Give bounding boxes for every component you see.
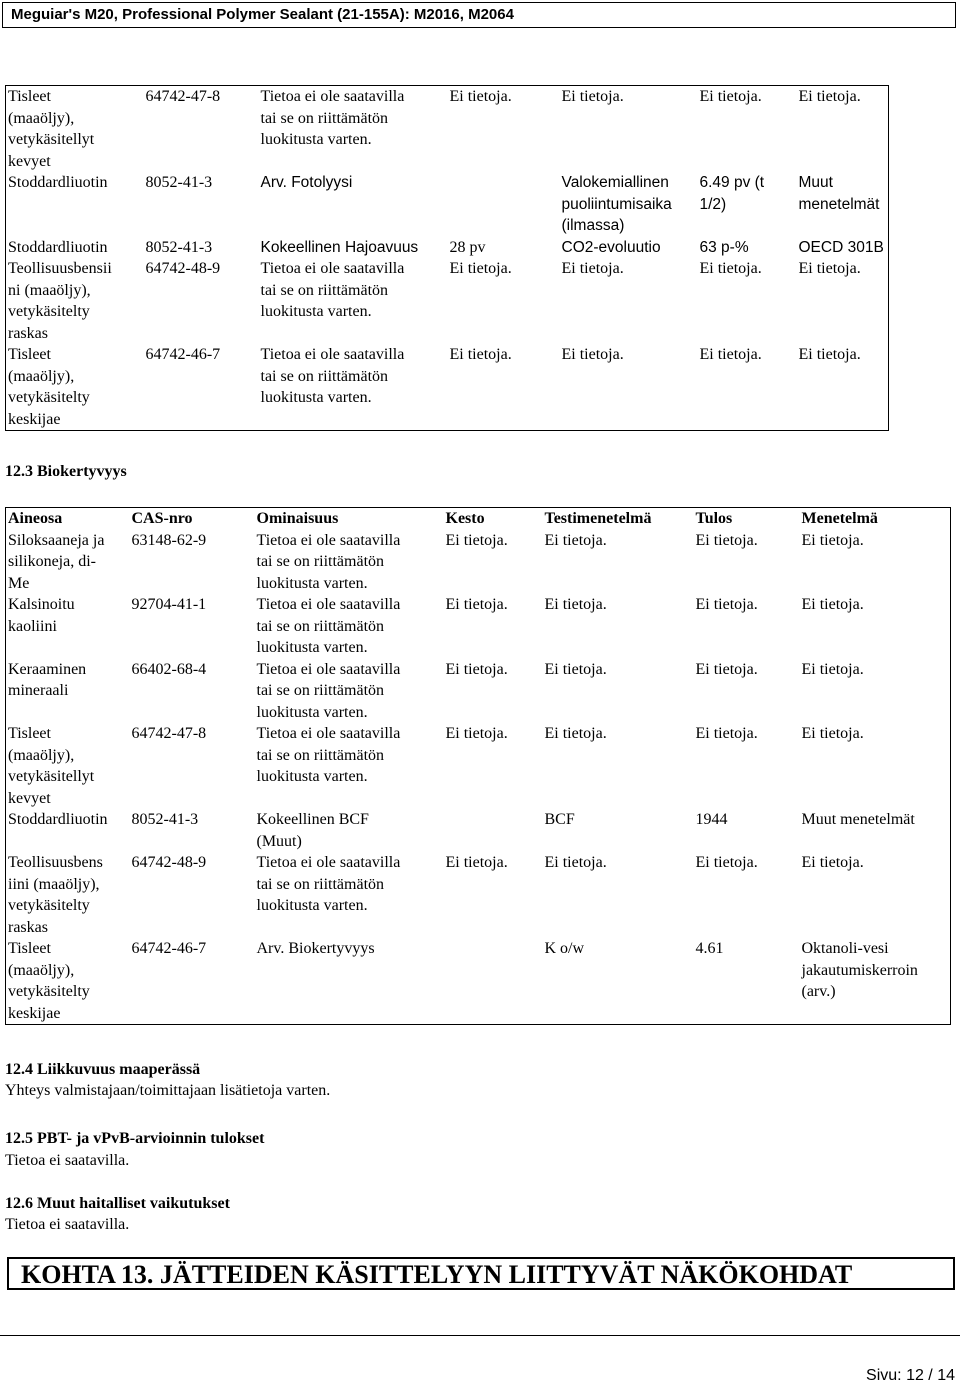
cell-aineosa: [6, 172, 144, 237]
cell-menetelma: [800, 594, 951, 659]
cell-aineosa: [6, 852, 130, 938]
cell-text-kesto: Ei tietoja.: [449, 88, 512, 105]
cell-testi: [543, 659, 694, 724]
cell-text-tulos: Ei tietoja.: [695, 725, 758, 742]
cell-text-tulos: Ei tietoja.: [699, 260, 762, 277]
cell-text-menetelma: Ei tietoja.: [801, 531, 864, 549]
cell-text-aineosa: Siloksaaneja ja silikoneja, di- Me: [8, 531, 105, 592]
cell-text-kesto: Ei tietoja.: [445, 725, 508, 742]
cell-text-testi: BCF: [544, 811, 575, 828]
cell-ominaisuus: [259, 172, 448, 237]
cell-testi: [560, 344, 698, 431]
section-12-3-title: 12.3 Biokertyvyys: [5, 463, 127, 480]
table-row: [6, 723, 951, 809]
cell-text-menetelma: Muut menetelmät: [798, 174, 880, 213]
cell-text-cas: 8052-41-3: [131, 811, 199, 828]
cell-text-ominaisuus: Kokeellinen BCF (Muut): [256, 811, 369, 850]
cell-text-aineosa: Tisleet (maaöljy), vetykäsitelty keskijae: [8, 940, 90, 1022]
cell-text-tulos: 4.61: [695, 940, 724, 957]
cell-ominaisuus: [255, 938, 444, 1025]
cell-text-kesto: Ei tietoja.: [449, 260, 512, 277]
cell-tulos: [694, 594, 800, 659]
document-header: [2, 2, 956, 28]
cell-text-menetelma: Ei tietoja.: [798, 346, 861, 363]
cell-text-aineosa: Tisleet (maaöljy), vetykäsitellyt kevyet: [8, 725, 95, 807]
section-12-5-text: Tietoa ei saatavilla.: [5, 1152, 130, 1169]
cell-cas: [130, 594, 255, 659]
cell-kesto: [448, 258, 560, 344]
cell-tulos: [698, 172, 797, 237]
cell-text-testi: Ei tietoja.: [544, 531, 607, 549]
cell-text-testi: K o/w: [544, 940, 585, 957]
col-kesto: Kesto: [445, 510, 485, 527]
cell-cas: [144, 237, 259, 259]
cell-text-ominaisuus: Tietoa ei ole saatavilla tai se on riittämätön luokitusta varten.: [256, 854, 401, 914]
cell-cas: [130, 530, 255, 595]
cell-aineosa: [6, 723, 130, 809]
cell-testi: [543, 809, 694, 852]
cell-aineosa: [6, 258, 144, 344]
cell-text-aineosa: Stoddardliuotin: [8, 811, 108, 828]
cell-text-aineosa: Keraaminen mineraali: [8, 660, 87, 699]
cell-text-kesto: Ei tietoja.: [445, 854, 508, 871]
cell-text-aineosa: Kalsinoitu kaoliini: [8, 596, 75, 635]
cell-text-tulos: 1944: [695, 811, 728, 828]
cell-kesto: [444, 659, 543, 724]
cell-text-tulos: 6.49 pv (t 1/2): [699, 174, 765, 213]
cell-text-testi: Ei tietoja.: [561, 260, 624, 277]
cell-text-ominaisuus: Arv. Biokertyvyys: [256, 940, 375, 957]
cell-testi: [543, 852, 694, 938]
cell-text-menetelma: Ei tietoja.: [798, 260, 861, 277]
cell-tulos: [698, 258, 797, 344]
cell-ominaisuus: [255, 723, 444, 809]
cell-text-testi: Ei tietoja.: [544, 854, 607, 871]
cell-testi: [560, 237, 698, 259]
cell-text-menetelma: Ei tietoja.: [801, 660, 864, 678]
cell-aineosa: [6, 86, 144, 173]
bioaccumulation-table: [5, 507, 951, 1025]
section-12-4-text: Yhteys valmistajaan/toimittajaan lisätietoja varten.: [5, 1082, 331, 1099]
cell-menetelma: [797, 86, 889, 173]
cell-cas: [130, 659, 255, 724]
cell-menetelma: [797, 344, 889, 431]
cell-tulos: [694, 723, 800, 809]
cell-text-cas: 66402-68-4: [131, 660, 207, 678]
cell-text-menetelma: Ei tietoja.: [801, 725, 864, 742]
cell-aineosa: [6, 530, 130, 595]
cell-ominaisuus: [255, 852, 444, 938]
cell-text-ominaisuus: Tietoa ei ole saatavilla tai se on riittämätön luokitusta varten.: [256, 725, 401, 785]
cell-ominaisuus: [255, 809, 444, 852]
cell-testi: [543, 938, 694, 1025]
cell-text-cas: 64742-46-7: [131, 940, 207, 957]
cell-text-aineosa: Stoddardliuotin: [8, 174, 108, 191]
cell-text-tulos: Ei tietoja.: [695, 531, 758, 549]
cell-testi: [560, 86, 698, 173]
cell-text-testi: Valokemiallinen puoliintumisaika (ilmassa): [561, 174, 672, 234]
cell-menetelma: [800, 852, 951, 938]
table-row: [6, 809, 951, 852]
section-12-4-title: 12.4 Liikkuvuus maaperässä: [5, 1061, 201, 1078]
cell-testi: [560, 172, 698, 237]
cell-menetelma: [800, 809, 951, 852]
cell-text-testi: CO2-evoluutio: [561, 238, 661, 256]
cell-tulos: [694, 809, 800, 852]
cell-kesto: [444, 530, 543, 595]
cell-ominaisuus: [259, 237, 448, 259]
cell-aineosa: [6, 659, 130, 724]
section-12-6-title: 12.6 Muut haitalliset vaikutukset: [5, 1195, 230, 1212]
cell-text-kesto: Ei tietoja.: [445, 531, 508, 549]
cell-text-menetelma: Ei tietoja.: [798, 88, 861, 105]
degradability-table: [5, 85, 889, 431]
cell-tulos: [698, 344, 797, 431]
cell-kesto: [448, 86, 560, 173]
cell-tulos: [694, 659, 800, 724]
cell-text-ominaisuus: Tietoa ei ole saatavilla tai se on riittämätön luokitusta varten.: [256, 596, 401, 656]
cell-ominaisuus: [259, 258, 448, 344]
table-row: [6, 258, 889, 344]
cell-tulos: [698, 86, 797, 173]
cell-text-testi: Ei tietoja.: [561, 88, 624, 105]
cell-text-cas: 8052-41-3: [145, 238, 213, 256]
cell-text-menetelma: Ei tietoja.: [801, 854, 864, 871]
cell-testi: [560, 258, 698, 344]
cell-text-aineosa: Teollisuusbensii ni (maaöljy), vetykäsitelty raskas: [8, 260, 112, 342]
cell-text-testi: Ei tietoja.: [561, 346, 624, 363]
cell-kesto: [444, 809, 543, 852]
cell-text-cas: 64742-48-9: [131, 854, 207, 871]
cell-text-menetelma: Muut menetelmät: [801, 811, 915, 828]
cell-kesto: [444, 938, 543, 1025]
section-12-5-title: 12.5 PBT- ja vPvB-arvioinnin tulokset: [5, 1130, 265, 1147]
document-title: Meguiar's M20, Professional Polymer Sealant (21-155A): M2016, M2064: [11, 6, 514, 23]
cell-kesto: [444, 852, 543, 938]
table-row: [6, 237, 889, 259]
cell-text-ominaisuus: Tietoa ei ole saatavilla tai se on riittämätön luokitusta varten.: [260, 346, 405, 406]
cell-testi: [543, 530, 694, 595]
cell-kesto: [448, 237, 560, 259]
page-number: Sivu: 12 / 14: [866, 1367, 955, 1384]
footer-divider: [0, 1335, 960, 1336]
cell-cas: [144, 344, 259, 431]
cell-tulos: [694, 938, 800, 1025]
cell-testi: [543, 594, 694, 659]
cell-cas: [144, 172, 259, 237]
cell-ominaisuus: [255, 659, 444, 724]
cell-tulos: [694, 852, 800, 938]
cell-cas: [130, 938, 255, 1025]
col-aineosa: Aineosa: [8, 510, 63, 527]
cell-cas: [130, 723, 255, 809]
cell-text-cas: 64742-46-7: [145, 346, 221, 363]
cell-text-tulos: Ei tietoja.: [699, 346, 762, 363]
cell-text-ominaisuus: Tietoa ei ole saatavilla tai se on riittämätön luokitusta varten.: [256, 660, 401, 721]
table-row: [6, 852, 951, 938]
col-tulos: Tulos: [695, 510, 733, 527]
cell-aineosa: [6, 237, 144, 259]
cell-menetelma: [800, 723, 951, 809]
section-13-heading: [7, 1257, 955, 1290]
cell-text-aineosa: Tisleet (maaöljy), vetykäsitelty keskijae: [8, 346, 90, 428]
cell-cas: [144, 258, 259, 344]
cell-aineosa: [6, 594, 130, 659]
cell-text-tulos: 63 p-%: [699, 238, 749, 256]
cell-aineosa: [6, 938, 130, 1025]
cell-cas: [130, 852, 255, 938]
cell-text-menetelma: OECD 301B: [798, 238, 884, 256]
col-testimenetelma: Testimenetelmä: [544, 510, 652, 527]
cell-text-aineosa: Stoddardliuotin: [8, 238, 108, 256]
cell-text-kesto: Ei tietoja.: [445, 660, 508, 678]
cell-ominaisuus: [255, 530, 444, 595]
cell-menetelma: [797, 172, 889, 237]
cell-menetelma: [797, 237, 889, 259]
cell-text-tulos: Ei tietoja.: [695, 854, 758, 871]
cell-text-aineosa: Teollisuusbens iini (maaöljy), vetykäsitelty raskas: [8, 854, 103, 936]
cell-menetelma: [800, 659, 951, 724]
table-row: [6, 659, 951, 724]
cell-text-testi: Ei tietoja.: [544, 596, 607, 613]
cell-text-menetelma: Oktanoli-vesi jakautumiskerroin (arv.): [801, 940, 918, 1000]
cell-kesto: [444, 594, 543, 659]
cell-testi: [543, 723, 694, 809]
cell-text-testi: Ei tietoja.: [544, 725, 607, 742]
cell-text-ominaisuus: Tietoa ei ole saatavilla tai se on riittämätön luokitusta varten.: [260, 260, 405, 320]
col-cas: CAS-nro: [131, 510, 193, 527]
cell-cas: [144, 86, 259, 173]
cell-ominaisuus: [259, 344, 448, 431]
table-row: [6, 172, 889, 237]
cell-menetelma: [797, 258, 889, 344]
cell-text-cas: 64742-47-8: [145, 88, 221, 105]
table-row: [6, 344, 889, 431]
cell-text-aineosa: Tisleet (maaöljy), vetykäsitellyt kevyet: [8, 88, 95, 170]
table-row: [6, 86, 889, 173]
cell-menetelma: [800, 938, 951, 1025]
cell-text-kesto: Ei tietoja.: [449, 346, 512, 363]
cell-text-tulos: Ei tietoja.: [695, 660, 758, 678]
cell-ominaisuus: [259, 86, 448, 173]
cell-kesto: [448, 344, 560, 431]
cell-ominaisuus: [255, 594, 444, 659]
cell-text-cas: 64742-48-9: [145, 260, 221, 277]
cell-text-kesto: Ei tietoja.: [445, 596, 508, 613]
table-header-row: [6, 508, 951, 530]
cell-text-ominaisuus: Tietoa ei ole saatavilla tai se on riittämätön luokitusta varten.: [260, 88, 405, 148]
table-row: [6, 594, 951, 659]
cell-text-testi: Ei tietoja.: [544, 660, 607, 678]
cell-text-cas: 8052-41-3: [145, 174, 213, 191]
cell-text-ominaisuus: Kokeellinen Hajoavuus: [260, 238, 419, 256]
cell-kesto: [444, 723, 543, 809]
cell-aineosa: [6, 344, 144, 431]
cell-tulos: [698, 237, 797, 259]
cell-text-cas: 92704-41-1: [131, 596, 207, 613]
cell-text-ominaisuus: Tietoa ei ole saatavilla tai se on riittämätön luokitusta varten.: [256, 531, 401, 592]
cell-text-tulos: Ei tietoja.: [695, 596, 758, 613]
col-menetelma: Menetelmä: [801, 510, 878, 527]
cell-text-cas: 64742-47-8: [131, 725, 207, 742]
section-12-6-text: Tietoa ei saatavilla.: [5, 1216, 130, 1233]
cell-cas: [130, 809, 255, 852]
table-row: [6, 938, 951, 1025]
table-row: [6, 530, 951, 595]
cell-text-cas: 63148-62-9: [131, 531, 207, 549]
cell-tulos: [694, 530, 800, 595]
cell-kesto: [448, 172, 560, 237]
col-ominaisuus: Ominaisuus: [256, 510, 339, 527]
cell-text-kesto: 28 pv: [449, 238, 486, 256]
cell-text-menetelma: Ei tietoja.: [801, 596, 864, 613]
section-13-title: KOHTA 13. JÄTTEIDEN KÄSITTELYYN LIITTYVÄT NÄKÖKOHDAT: [21, 1260, 853, 1289]
cell-menetelma: [800, 530, 951, 595]
cell-text-ominaisuus: Arv. Fotolyysi: [260, 174, 353, 191]
cell-text-tulos: Ei tietoja.: [699, 88, 762, 105]
cell-aineosa: [6, 809, 130, 852]
